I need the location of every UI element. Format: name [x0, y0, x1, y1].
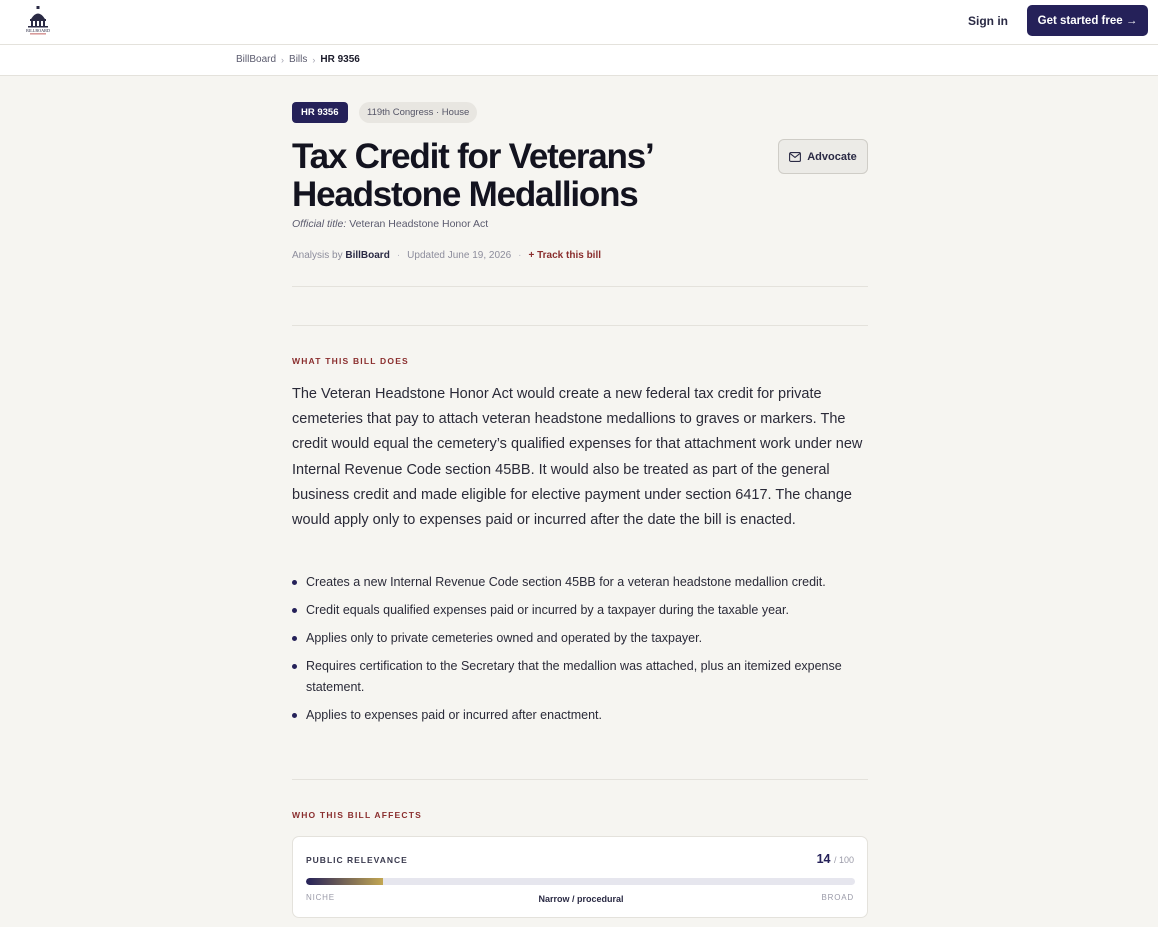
breadcrumb-bar [0, 45, 1158, 76]
official-title-value: Veteran Headstone Honor Act [349, 218, 489, 230]
breadcrumb [236, 53, 360, 67]
get-started-button[interactable]: Get started free → [1027, 5, 1148, 36]
congress-chamber-badge: 119th Congress · House [359, 102, 477, 123]
who-section-label: WHO THIS BILL AFFECTS [292, 810, 423, 820]
advocate-button[interactable] [778, 139, 868, 174]
meta-separator: · [518, 250, 522, 261]
mail-icon [789, 152, 801, 162]
relevance-progress-fill [306, 878, 383, 885]
relevance-progress-bar [306, 878, 855, 885]
public-relevance-card [292, 836, 868, 918]
breadcrumb-home[interactable]: BillBoard [236, 54, 277, 65]
analysis-by [292, 249, 390, 263]
top-navigation-bar [0, 0, 1158, 45]
list-item: Applies only to private cemeteries owned and operated by the taxpayer. [292, 628, 868, 649]
svg-text:BILLBOARD: BILLBOARD [26, 28, 50, 33]
official-title-prefix: Official title: [292, 218, 347, 230]
bill-meta [292, 249, 601, 263]
breadcrumb-separator: › [312, 55, 316, 65]
advocate-label: Advocate [807, 150, 857, 163]
sign-in-link[interactable]: Sign in [968, 14, 1008, 28]
analysis-prefix: Analysis by [292, 250, 343, 261]
breadcrumb-separator: › [281, 55, 285, 65]
divider [292, 779, 868, 780]
official-title [292, 217, 488, 231]
score-max: / 100 [833, 855, 854, 865]
breadcrumb-bills[interactable]: Bills [289, 54, 308, 65]
list-item: Requires certification to the Secretary that the medallion was attached, plus an itemized expense statement. [292, 656, 868, 698]
breadcrumb-current: HR 9356 [320, 54, 360, 65]
score-value: 14 [816, 852, 831, 866]
track-bill-link[interactable]: + Track this bill [528, 250, 602, 261]
analysis-author: BillBoard [345, 250, 390, 261]
scale-low-label: NICHE [306, 893, 335, 902]
updated-date: Updated June 19, 2026 [407, 250, 512, 261]
meta-separator: · [396, 250, 401, 261]
scale-high-label: BROAD [821, 893, 854, 902]
relevance-band: Narrow / procedural [538, 894, 624, 904]
divider [292, 325, 868, 326]
list-item: Credit equals qualified expenses paid or incurred by a taxpayer during the taxable year. [292, 600, 868, 621]
what-section-label: WHAT THIS BILL DOES [292, 356, 409, 366]
divider [292, 286, 868, 287]
provisions-list [292, 572, 868, 733]
list-item: Creates a new Internal Revenue Code section 45BB for a veteran headstone medallion credit. [292, 572, 868, 593]
bill-summary: The Veteran Headstone Honor Act would create a new federal tax credit for private cemeteries that pay to attach veteran headstone medallions to graves or markers. The credit would equal the cemetery’s qualified expenses for that attachment work under new Internal Revenue Code section 45BB. It would also be treated as part of the general business credit and made eligible for elective payment under section 6417. The change would apply only to expenses paid or incurred after the date the bill is enacted. [292, 386, 863, 529]
relevance-label: PUBLIC RELEVANCE [306, 855, 408, 865]
billboard-logo[interactable] [21, 5, 55, 35]
bill-id-badge: HR 9356 [292, 102, 348, 123]
list-item: Applies to expenses paid or incurred after enactment. [292, 705, 868, 726]
relevance-score [817, 851, 854, 868]
page-title: Tax Credit for Veterans’ Headstone Medallions [292, 137, 652, 214]
capitol-dome-icon [21, 5, 55, 35]
